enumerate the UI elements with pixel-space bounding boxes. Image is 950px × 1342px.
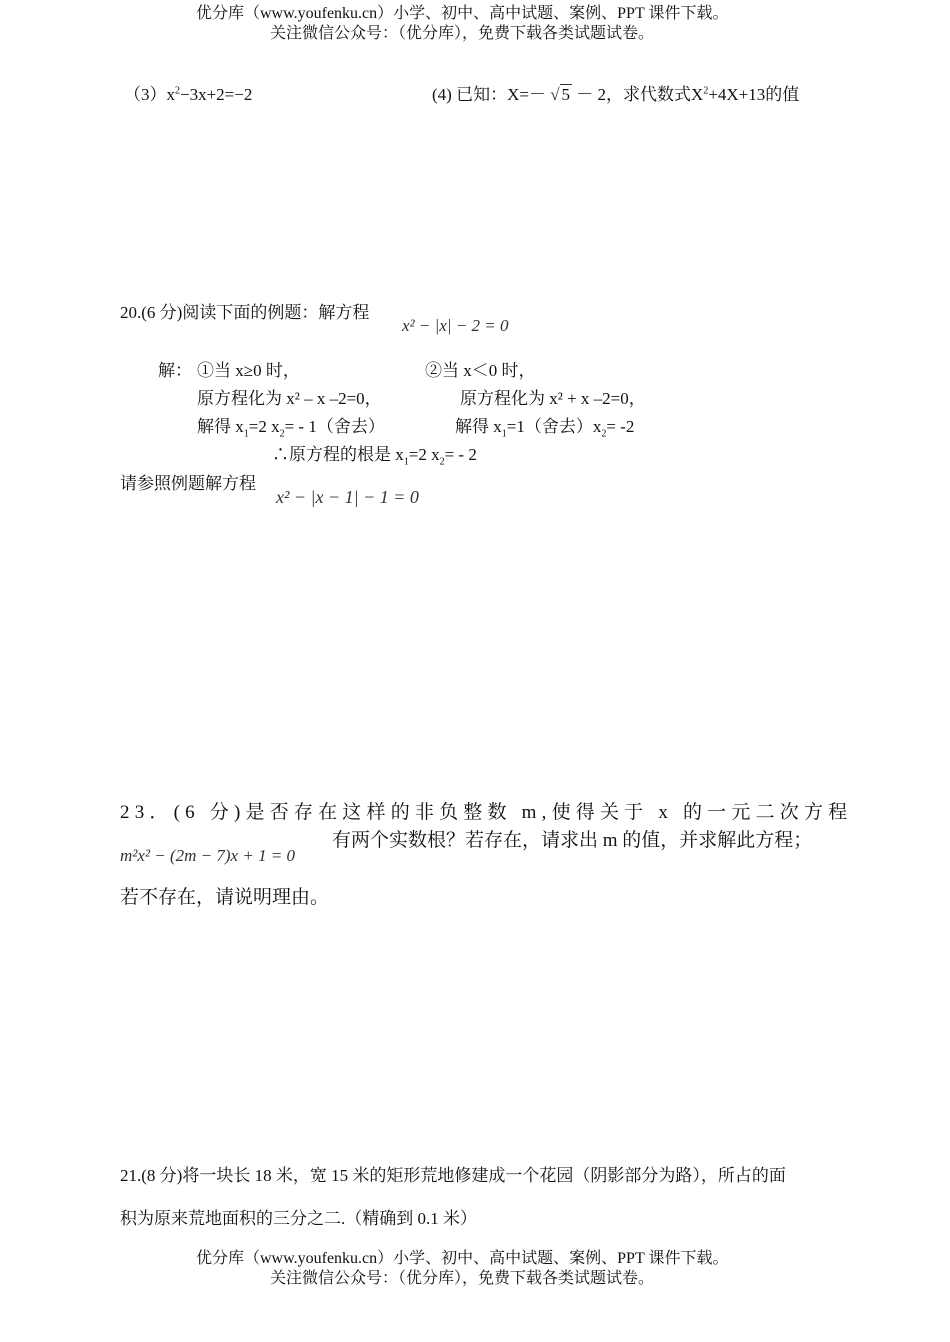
q20-case2-roots-b: =1（舍去）x (506, 417, 602, 436)
q20-conclusion-sub1: 1 (403, 456, 409, 468)
q21-line-2: 积为原来荒地面积的三分之二.（精确到 0.1 米） (120, 1209, 477, 1228)
q20-case1-roots-c: = - 1（舍去） (284, 417, 385, 436)
q23-equation: m²x² − (2m − 7)x + 1 = 0 (120, 846, 296, 865)
q20-case1-sub2: 2 (279, 428, 285, 440)
q19-part4-text-a: (4) 已知： (432, 85, 508, 104)
q19-part3-expr-b: −3x+2=−2 (180, 85, 253, 104)
q19-part4-minus2: － 2 (576, 85, 607, 104)
q19-part4-x: X=－ (507, 85, 546, 104)
q23-line-2: 有两个实数根？若存在，请求出 m 的值，并求解此方程； (332, 830, 813, 851)
q20-case2-roots-a: 解得 x (455, 417, 502, 436)
q20-conclusion (272, 444, 477, 466)
q20-conclusion-sub2: 2 (439, 456, 445, 468)
q19-part4-text-c: 的值 (765, 85, 800, 104)
q20-case2-roots (455, 416, 634, 438)
q21-line-1: 21.(8 分)将一块长 18 米，宽 15 米的矩形荒地修建成一个花园（阴影部分为路），所占的面 (120, 1166, 786, 1185)
q20-task: 请参照例题解方程 (120, 474, 256, 493)
q19-part4-expr-b: +4X+13 (708, 85, 766, 104)
header-line-2: 关注微信公众号：（优分库），免费下载各类试题试卷。 (270, 25, 655, 42)
q20-conclusion-b: =2 x (408, 445, 440, 464)
q20-case2-roots-c: = -2 (606, 417, 635, 436)
q20-case1-roots-b: =2 x (248, 417, 280, 436)
q20-title: 20.(6 分)阅读下面的例题：解方程 (120, 303, 370, 322)
q19-part3-label: （3） (124, 85, 167, 104)
q19-part3-sup: 2 (175, 85, 180, 97)
sqrt-icon: √ (550, 85, 560, 104)
q19-part3-expr-a: x (166, 85, 175, 104)
q19-part4 (432, 84, 799, 106)
q20-conclusion-c: = - 2 (444, 445, 477, 464)
q20-equation: x² − |x| − 2 = 0 (402, 316, 509, 335)
q20-case1-roots (197, 416, 385, 438)
q20-case2-equation: 原方程化为 x² + x –2=0， (460, 389, 646, 408)
footer-line-2: 关注微信公众号：（优分库），免费下载各类试题试卷。 (270, 1270, 655, 1287)
q20-conclusion-a: ∴原方程的根是 x (272, 445, 404, 464)
q19-part4-text-b: ，求代数式 (606, 85, 692, 104)
header-line-1: 优分库（www.youfenku.cn）小学、初中、高中试题、案例、PPT 课件下载。 (196, 5, 729, 22)
q19-part3 (124, 84, 252, 106)
q20-case2-head: ②当 x＜0 时， (425, 361, 536, 380)
q19-part4-sup: 2 (703, 85, 709, 97)
q20-case1-equation: 原方程化为 x² – x –2=0， (197, 389, 382, 408)
q20-task-equation: x² − |x − 1| − 1 = 0 (276, 487, 419, 507)
q20-case1-head: ①当 x≥0 时， (197, 361, 300, 380)
q20-solution-label: 解： (158, 361, 192, 380)
q20-case1-sub1: 1 (243, 428, 249, 440)
q20-case2-sub2: 2 (601, 428, 607, 440)
q20-case2-sub1: 1 (501, 428, 507, 440)
q20-case1-roots-a: 解得 x (197, 417, 244, 436)
q19-part4-sqrt: 5 (561, 85, 571, 104)
q23-line-3: 若不存在，请说明理由。 (120, 887, 330, 908)
q23-line-1: 23．(6 分)是否存在这样的非负整数 m,使得关于 x 的一元二次方程 (120, 802, 853, 823)
footer-line-1: 优分库（www.youfenku.cn）小学、初中、高中试题、案例、PPT 课件下载。 (196, 1250, 729, 1267)
q19-part4-expr-a: X (691, 85, 704, 104)
